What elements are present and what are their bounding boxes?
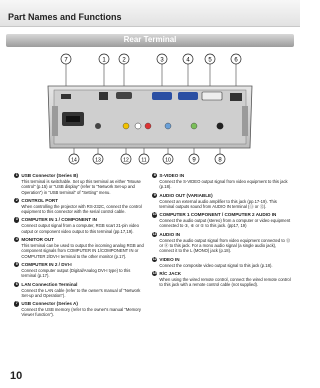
entry-title: AUDIO IN (159, 231, 181, 237)
computer-in-1-port (152, 92, 172, 100)
entry-body: This terminal is switchable. Set up this terminal as either "Mouse control" (p.15) or "USB display" (refer to "Network Set-up and Operation") in "USB terminal" of "Setting" menu. (21, 179, 141, 195)
callout-number: 6 (15, 281, 18, 286)
entry-title: LAN Connection Terminal (21, 281, 78, 287)
entry-title: COMPUTER IN 1 / COMPONENT IN (21, 217, 97, 223)
dvi-port (202, 92, 222, 100)
entry-title: VIDEO IN (159, 256, 180, 262)
control-port (116, 92, 132, 99)
entry-title: USB Connector (Series A) (21, 301, 78, 307)
left-column-entries (14, 173, 146, 321)
entry-usb-b (14, 173, 146, 195)
callout-number: 2 (15, 197, 18, 202)
section-banner (6, 34, 294, 47)
entry-title: S-VIDEO IN (159, 173, 185, 178)
entry-title: COMPUTER IN 2 / DVI-I (21, 261, 72, 267)
entry-body: Connect computer output (Digital/Analog DVI-I type) to this terminal (p.17). (21, 267, 131, 279)
entry-computer-in-1 (14, 217, 146, 234)
svg-text:2: 2 (122, 57, 126, 64)
entry-audio-in (152, 232, 292, 254)
callout-number: 11 (152, 231, 157, 236)
entry-body: Connect an external audio amplifier to this jack (pp.17-19). This terminal outputs sound from AUDIO IN terminal (⑪ or ⑫). (159, 198, 277, 209)
entry-rc-jack (152, 271, 292, 288)
svg-text:10: 10 (165, 157, 171, 164)
entry-body: Connect output signal from a computer, RGB scart 21-pin video output or component video output to this terminal (pp.17,19). (21, 223, 139, 234)
callout-number: 5 (15, 261, 18, 266)
callout-number: 3 (15, 217, 18, 222)
entry-lan (14, 282, 146, 299)
svg-text:13: 13 (95, 157, 101, 164)
svg-text:4: 4 (186, 57, 190, 64)
entry-body: This terminal can be used to output the incoming analog RGB and component signals from COMPUTER IN 1/COMPONENT IN or COMPUTER 2/DVI-I terminal to the other monitor (p.17). (21, 243, 144, 259)
callout-number: 10 (152, 212, 157, 217)
callout-number: 8 (153, 173, 156, 177)
entry-title: MONITOR OUT (21, 237, 54, 243)
entry-audio-out (152, 193, 292, 210)
entry-body: Connect the USB memory (refer to the owner's manual "Memory Viewer function"). (21, 307, 141, 318)
svg-text:8: 8 (218, 157, 222, 164)
entry-body: Connect the audio output signal from video equipment connected to ⑬ or ⑧ to this jack. For a mono audio signal (a single audio jack), connect it to the L (MONO) jack (p.18). (159, 237, 291, 254)
lan-port (230, 93, 242, 101)
callout-number: 4 (15, 237, 18, 242)
usb-a-port (61, 94, 71, 99)
entry-title: AUDIO OUT (VARIABLE) (159, 192, 213, 198)
entry-usb-a (14, 301, 146, 318)
svg-text:7: 7 (64, 57, 68, 64)
svg-text:1: 1 (102, 57, 106, 64)
callout-number: 12 (152, 256, 157, 261)
callout-number: 7 (15, 301, 18, 306)
callout-number: 1 (15, 173, 18, 177)
rear-terminal-diagram (44, 50, 256, 168)
callout-number: 9 (153, 192, 156, 197)
entry-control-port (14, 198, 146, 215)
entry-title: USB Connector (Series B) (21, 173, 79, 178)
callout-number: 13 (152, 270, 157, 275)
entry-body: Connect the LAN cable (refer to the owner's manual of "Network Set-up and Operation"). (21, 287, 141, 298)
svg-text:9: 9 (192, 157, 196, 164)
right-column-entries (152, 173, 292, 291)
section-title: Rear Terminal (123, 35, 177, 44)
page-number: 10 (10, 370, 23, 382)
usb-b-port (99, 92, 108, 100)
svg-text:6: 6 (234, 57, 238, 64)
callouts-top (61, 54, 241, 64)
svg-text:12: 12 (123, 157, 129, 164)
entry-body: When using the wired remote control, connect the wired remote control to this jack with a remote control cable (not supplied). (159, 276, 291, 288)
svg-text:5: 5 (208, 57, 212, 64)
entry-title: COMPUTER 1 COMPONENT / COMPUTER 2 AUDIO IN (159, 212, 277, 218)
page-header (0, 0, 300, 27)
entry-title: R/C JACK (159, 270, 182, 276)
entry-body: Connect the composite video output signal to this jack (p.18). (159, 262, 273, 268)
entry-body: Connect the audio output (stereo) from a computer or video equipment connected to ③, ⑥ or ⑤ to this jack. (pp17, 19) (159, 218, 291, 229)
svg-text:14: 14 (71, 157, 77, 164)
page-title: Part Names and Functions (8, 12, 122, 22)
svg-text:3: 3 (160, 57, 164, 64)
entry-body: When controlling the projector with RS-232C, connect the control equipment to this connector with the serial control cable. (21, 203, 142, 215)
callouts-bottom (69, 154, 225, 164)
entry-monitor-out (14, 237, 146, 259)
entry-video-in (152, 257, 292, 268)
entry-title: CONTROL PORT (21, 197, 59, 203)
svg-text:11: 11 (141, 157, 147, 164)
entry-body: Connect the S-VIDEO output signal from video equipment to this jack (p.18). (159, 179, 288, 190)
entry-s-video-in (152, 173, 292, 190)
entry-computer-in-2 (14, 262, 146, 279)
monitor-out-port (178, 92, 198, 100)
entry-computer-audio-in (152, 212, 292, 229)
